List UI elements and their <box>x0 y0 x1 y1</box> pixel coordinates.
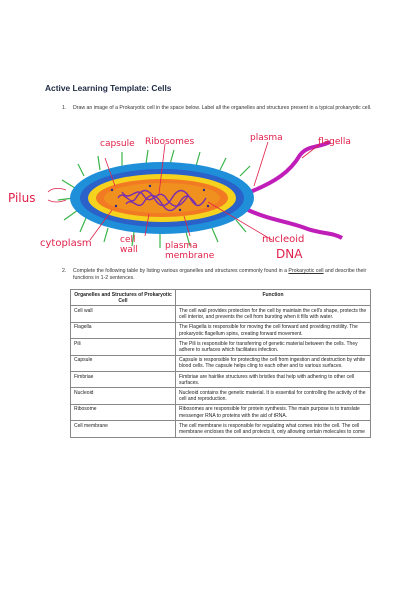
organelle-name: Capsule <box>71 355 176 371</box>
label-dna: DNA <box>276 247 303 261</box>
question-2-underlined: Prokaryotic cell <box>288 268 324 274</box>
label-pilus: Pilus <box>8 191 36 205</box>
organelle-name: Cell membrane <box>71 421 176 437</box>
table-header-row <box>71 290 371 306</box>
organelle-name: Nucleoid <box>71 388 176 404</box>
question-1-text: Draw an image of a Prokaryotic cell in the space below. Label all the organelles and structures present in a typical prokaryotic cell. <box>73 105 372 111</box>
header-organelles: Organelles and Structures of Prokaryotic Cell <box>71 290 176 306</box>
organelle-function: Fimbriae are hairlike structures with bristles that help with adhering to other cell surfaces. <box>176 372 371 388</box>
question-1-number: 1. <box>62 105 67 111</box>
organelles-table <box>70 289 371 438</box>
label-cell-wall-1: cell <box>120 235 136 245</box>
label-nucleoid: nucleoid <box>262 234 305 245</box>
question-2 <box>62 268 382 284</box>
label-ribosomes: Ribosomes <box>145 137 195 147</box>
label-plasma-membrane-1: plasma <box>165 241 198 251</box>
page-title: Active Learning Template: Cells <box>45 83 172 93</box>
organelle-function: The cell wall provides protection for the cell by maintain the cell's shape, protects the cell interior, and prevents the cell from bursting when it fills with water. <box>176 306 371 322</box>
table-row <box>71 404 371 420</box>
prokaryotic-cell-drawing <box>0 120 400 270</box>
header-function: Function <box>176 290 371 306</box>
table-row <box>71 421 371 437</box>
label-flagella: flagella <box>318 137 351 147</box>
label-cell-wall-2: wall <box>120 245 138 255</box>
label-cytoplasm: cytoplasm <box>40 238 92 249</box>
question-2-text-after: and describe their functions in 1-2 sentences. <box>73 268 367 281</box>
organelle-name: Pili <box>71 339 176 355</box>
flagellum-upper <box>250 142 330 192</box>
question-2-number: 2. <box>62 268 67 274</box>
label-plasma-membrane-2: membrane <box>165 251 215 261</box>
organelle-function: The Flagella is responsible for moving the cell forward and providing motility. The prokaryotic flagellum spins, creating forward movement. <box>176 322 371 338</box>
table-row <box>71 339 371 355</box>
table-row <box>71 306 371 322</box>
organelle-function: The Pili is responsible for transferring of genetic material between the cells. They adhere to surfaces which facilitates infection. <box>176 339 371 355</box>
table-row <box>71 372 371 388</box>
table-row <box>71 322 371 338</box>
organelle-function: Capsule is responsible for protecting the cell from ingestion and destruction by white blood cells. The capsule helps cling to each other and to various surfaces. <box>176 355 371 371</box>
organelle-name: Cell wall <box>71 306 176 322</box>
organelle-function: Ribosomes are responsible for protein synthesis. The main purpose is to translate messenger RNA to proteins with the aid of tRNA. <box>176 404 371 420</box>
organelle-name: Ribosome <box>71 404 176 420</box>
organelle-name: Flagella <box>71 322 176 338</box>
table-row <box>71 388 371 404</box>
question-1 <box>62 105 382 121</box>
organelle-function: The cell membrane is responsible for regulating what comes into the cell. The cell membrane encloses the cell and protects it, only allowing certain molecules to come <box>176 421 371 437</box>
organelle-function: Nucleoid contains the genetic material. It is essential for controlling the activity of the cell and reproduction. <box>176 388 371 404</box>
organelle-name: Fimbriae <box>71 372 176 388</box>
cytoplasm-area <box>104 183 220 213</box>
question-2-text <box>73 268 373 282</box>
table-row <box>71 355 371 371</box>
question-2-text-before: Complete the following table by listing various organelles and structures commonly found in a <box>73 268 289 274</box>
label-capsule: capsule <box>100 139 135 149</box>
label-plasma: plasma <box>250 133 283 143</box>
